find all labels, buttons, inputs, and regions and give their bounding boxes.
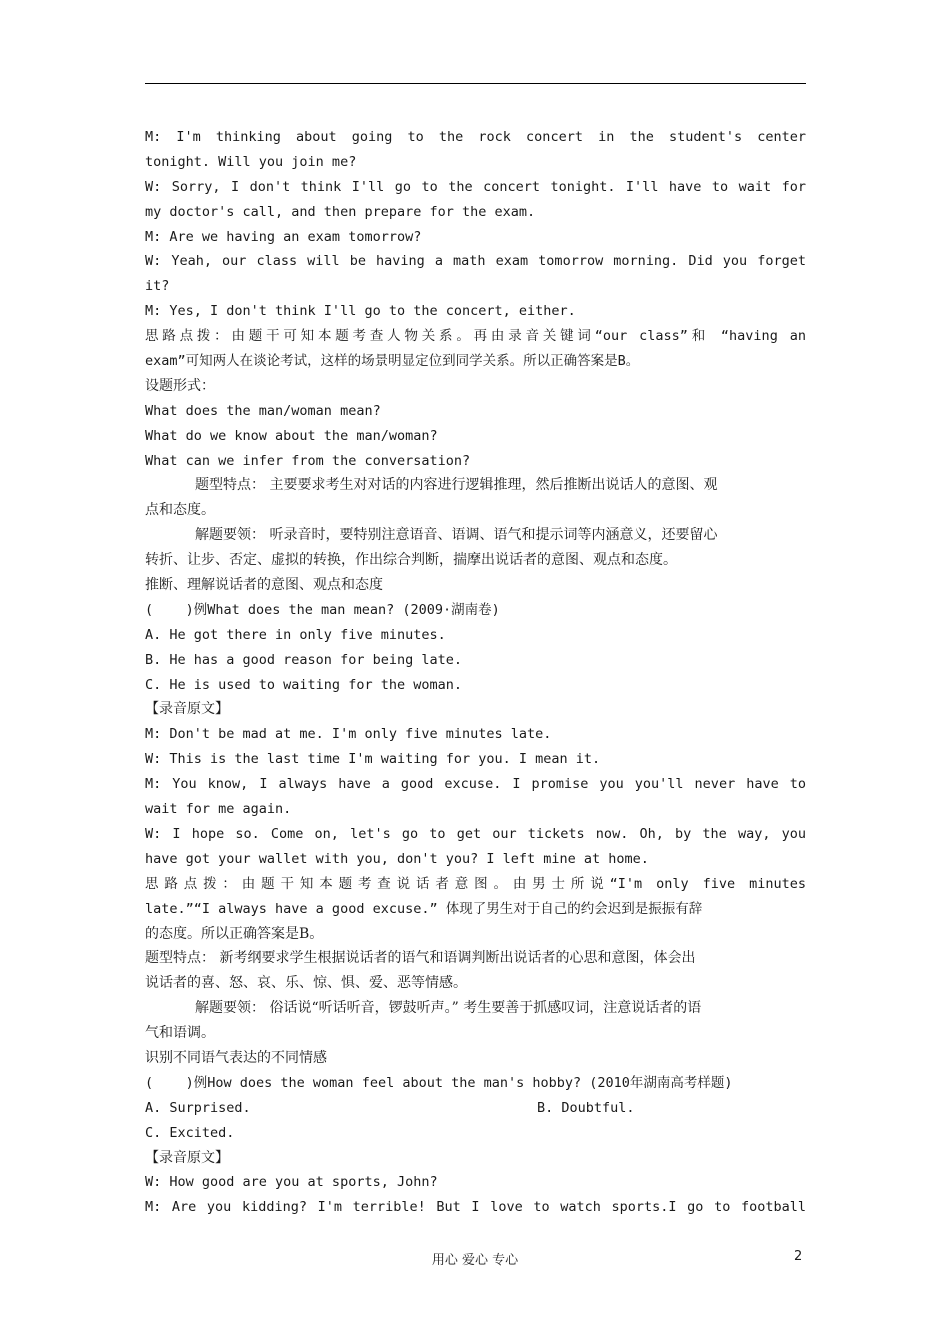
text-line: M: Are we having an exam tomorrow? [145, 228, 422, 245]
answer-option: B. Doubtful. [537, 1099, 635, 1116]
text-line: 题型特点： 主要要求考生对对话的内容进行逻辑推理，然后推断出说话人的意图、观 [195, 477, 718, 494]
text-line: 解题要领： 俗话说“听话听音，锣鼓听声。” 考生要善于抓感叹词，注意说话者的语 [195, 1000, 702, 1017]
text-line: 思路点拨：由题干可知本题考查人物关系。再由录音关键词“our class”和 “having an [145, 328, 806, 345]
text-line: 思路点拨：由题干知本题考查说话者意图。由男士所说“I'm only five minutes [145, 875, 806, 892]
text-line: W: How good are you at sports, John? [145, 1174, 438, 1191]
text-line: wait for me again. [145, 801, 292, 818]
text-line: 设题形式： [145, 377, 215, 394]
text-line: W: This is the last time I'm waiting for you. I mean it. [145, 751, 601, 768]
text-line: 的态度。所以正确答案是B。 [145, 925, 324, 942]
text-line: have got your wallet with you, don't you? I left mine at home. [145, 850, 649, 867]
text-line: tonight. Will you join me? [145, 153, 357, 170]
header-rule [145, 83, 806, 84]
text-line: What can we infer from the conversation? [145, 452, 471, 469]
text-line: my doctor's call, and then prepare for the exam. [145, 203, 536, 220]
transcript-heading: 【录音原文】 [145, 701, 229, 718]
text-line: What do we know about the man/woman? [145, 427, 438, 444]
answer-option-row [145, 1096, 806, 1121]
section-heading: 识别不同语气表达的不同情感 [145, 1049, 327, 1066]
text-line: What does the man/woman mean? [145, 402, 381, 419]
text-line: late.”“I always have a good excuse.” 体现了男生对于自己的约会迟到是振振有辞 [145, 900, 703, 917]
text-line: exam”可知两人在谈论考试，这样的场景明显定位到同学关系。所以正确答案是B。 [145, 353, 640, 370]
answer-option: A. He got there in only five minutes. [145, 626, 446, 643]
text-line: M: You know, I always have a good excuse. I promise you you'll never have to [145, 776, 806, 793]
text-line: 转折、让步、否定、虚拟的转换，作出综合判断，揣摩出说话者的意图、观点和态度。 [145, 552, 677, 569]
answer-option: C. Excited. [145, 1124, 235, 1141]
page-number: 2 [794, 1249, 803, 1264]
text-line: 点和态度。 [145, 502, 215, 519]
text-line: M: Don't be mad at me. I'm only five minutes late. [145, 726, 552, 743]
text-line: 解题要领： 听录音时，要特别注意语音、语调、语气和提示词等内涵意义，还要留心 [195, 527, 718, 544]
answer-option: B. He has a good reason for being late. [145, 651, 462, 668]
text-line: M: Yes, I don't think I'll go to the concert, either. [145, 303, 576, 320]
question-stem: ( )例What does the man mean? (2009·湖南卷) [145, 601, 500, 618]
footer-text: 用心 爱心 专心 [431, 1253, 519, 1268]
answer-option: A. Surprised. [145, 1099, 251, 1116]
text-line: 说话者的喜、怒、哀、乐、惊、惧、爱、恶等情感。 [145, 975, 467, 992]
document-body [145, 125, 806, 1220]
text-line: 气和语调。 [145, 1025, 215, 1042]
text-line: W: Yeah, our class will be having a math exam tomorrow morning. Did you forget [145, 253, 806, 270]
section-heading: 推断、理解说话者的意图、观点和态度 [145, 577, 383, 594]
text-line: M: I'm thinking about going to the rock concert in the student's center [145, 129, 806, 145]
text-line: W: I hope so. Come on, let's go to get our tickets now. Oh, by the way, you [145, 825, 806, 842]
text-line: W: Sorry, I don't think I'll go to the concert tonight. I'll have to wait for [145, 178, 806, 195]
answer-option: C. He is used to waiting for the woman. [145, 676, 462, 693]
transcript-heading: 【录音原文】 [145, 1149, 229, 1166]
text-line: M: Are you kidding? I'm terrible! But I love to watch sports.I go to football [145, 1199, 806, 1216]
text-line: it? [145, 278, 170, 295]
question-stem: ( )例How does the woman feel about the man's hobby? (2010年湖南高考样题) [145, 1074, 733, 1091]
text-line: 题型特点： 新考纲要求学生根据说话者的语气和语调判断出说话者的心思和意图，体会出 [145, 950, 696, 967]
